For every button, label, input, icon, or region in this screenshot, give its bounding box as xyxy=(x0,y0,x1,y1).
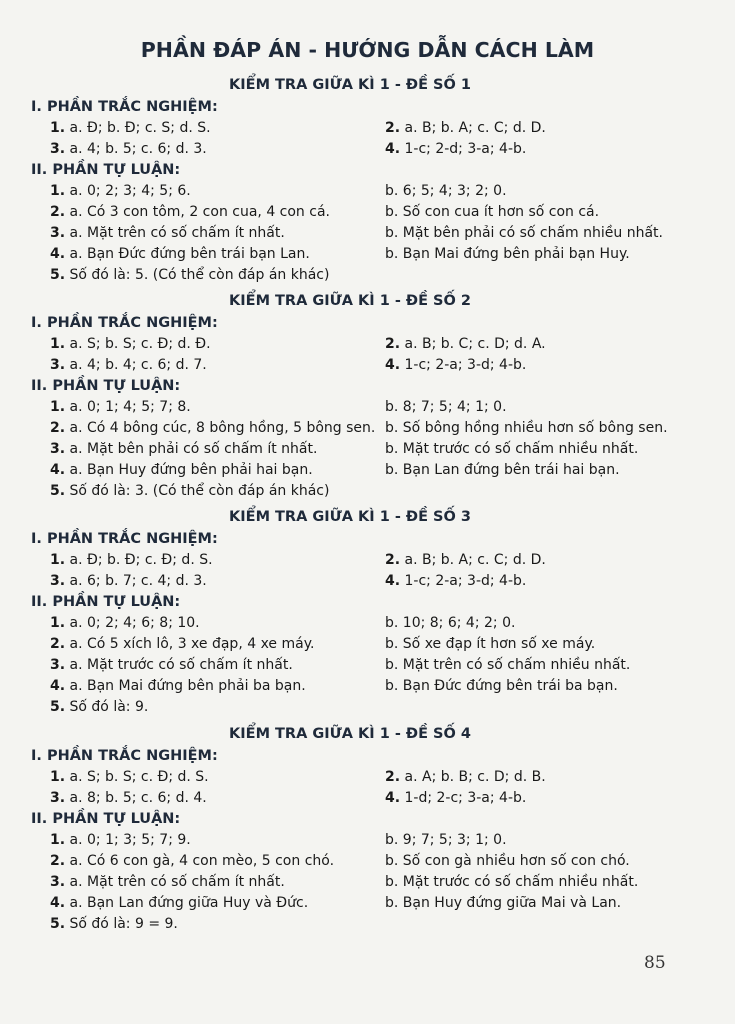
answer-line xyxy=(50,246,310,262)
answer-line xyxy=(50,204,330,220)
answer-number: 3. xyxy=(50,441,66,457)
answer-line xyxy=(50,441,317,457)
answer-number: 4. xyxy=(385,573,401,589)
answer-number: 3. xyxy=(50,357,66,373)
answer-text: a. A; b. B; c. D; d. B. xyxy=(404,769,546,785)
answer-text: a. 0; 1; 4; 5; 7; 8. xyxy=(69,399,191,415)
answer-line: b. Mặt bên phải có số chấm nhiều nhất. xyxy=(385,225,663,241)
answer-number: 3. xyxy=(50,790,66,806)
answer-text: a. 0; 2; 3; 4; 5; 6. xyxy=(69,183,191,199)
answer-text: a. Có 3 con tôm, 2 con cua, 4 con cá. xyxy=(69,204,330,220)
answer-line: b. Mặt trước có số chấm nhiều nhất. xyxy=(385,441,639,457)
answer-number: 5. xyxy=(50,699,66,715)
answer-line: b. Mặt trước có số chấm nhiều nhất. xyxy=(385,874,639,890)
answer-text: a. 0; 2; 4; 6; 8; 10. xyxy=(69,615,200,631)
section-title: KIỂM TRA GIỮA KÌ 1 - ĐỀ SỐ 1 xyxy=(229,77,471,93)
answer-number: 3. xyxy=(50,874,66,890)
answer-line xyxy=(50,832,191,848)
answer-text: a. Có 5 xích lô, 3 xe đạp, 4 xe máy. xyxy=(69,636,315,652)
answer-line: b. Bạn Mai đứng bên phải bạn Huy. xyxy=(385,246,630,262)
answer-number: 1. xyxy=(50,336,66,352)
answer-text: a. B; b. C; c. D; d. A. xyxy=(404,336,546,352)
part-title-essay: II. PHẦN TỰ LUẬN: xyxy=(31,378,181,394)
answer-number: 3. xyxy=(50,657,66,673)
answer-line xyxy=(50,916,178,932)
answer-number: 4. xyxy=(50,678,66,694)
answer-line: b. Bạn Lan đứng bên trái hai bạn. xyxy=(385,462,620,478)
part-title-essay: II. PHẦN TỰ LUẬN: xyxy=(31,811,181,827)
answer-line: b. Số con cua ít hơn số con cá. xyxy=(385,204,600,220)
answer-line xyxy=(50,678,306,694)
answer-line xyxy=(50,790,207,806)
answer-text: a. Mặt trước có số chấm ít nhất. xyxy=(69,657,293,673)
page-number: 85 xyxy=(644,953,666,973)
answer-line xyxy=(50,699,148,715)
answer-line xyxy=(385,769,546,785)
answer-number: 5. xyxy=(50,483,66,499)
answer-line xyxy=(50,874,285,890)
answer-text: Số đó là: 9. xyxy=(69,699,149,715)
section-title: KIỂM TRA GIỮA KÌ 1 - ĐỀ SỐ 3 xyxy=(229,509,471,525)
answer-number: 1. xyxy=(50,615,66,631)
answer-number: 2. xyxy=(50,204,66,220)
part-title-essay: II. PHẦN TỰ LUẬN: xyxy=(31,162,181,178)
answer-number: 1. xyxy=(50,552,66,568)
answer-text: a. Bạn Lan đứng giữa Huy và Đức. xyxy=(69,895,309,911)
answer-line xyxy=(50,895,308,911)
part-title-multiple-choice: I. PHẦN TRẮC NGHIỆM: xyxy=(31,748,218,764)
answer-text: a. Có 4 bông cúc, 8 bông hồng, 5 bông sen. xyxy=(69,420,376,436)
answer-text: a. Đ; b. Đ; c. Đ; d. S. xyxy=(69,552,213,568)
answer-text: a. 0; 1; 3; 5; 7; 9. xyxy=(69,832,191,848)
answer-number: 2. xyxy=(50,636,66,652)
answer-number: 4. xyxy=(385,790,401,806)
answer-text: a. B; b. A; c. C; d. D. xyxy=(404,120,546,136)
answer-line xyxy=(50,657,293,673)
answer-line xyxy=(50,267,329,283)
answer-number: 2. xyxy=(385,552,401,568)
answer-line xyxy=(50,552,213,568)
answer-text: a. Mặt trên có số chấm ít nhất. xyxy=(69,874,285,890)
part-title-multiple-choice: I. PHẦN TRẮC NGHIỆM: xyxy=(31,531,218,547)
answer-line xyxy=(50,615,200,631)
answer-line xyxy=(50,573,207,589)
answer-line: b. 10; 8; 6; 4; 2; 0. xyxy=(385,615,516,631)
answer-line: b. 9; 7; 5; 3; 1; 0. xyxy=(385,832,507,848)
answer-text: a. Bạn Mai đứng bên phải ba bạn. xyxy=(69,678,306,694)
answer-line: b. Số xe đạp ít hơn số xe máy. xyxy=(385,636,596,652)
answer-text: 1-c; 2-a; 3-d; 4-b. xyxy=(404,357,527,373)
answer-text: Số đó là: 3. (Có thể còn đáp án khác) xyxy=(69,483,330,499)
answer-line xyxy=(50,336,211,352)
answer-number: 4. xyxy=(50,462,66,478)
answer-line xyxy=(50,399,191,415)
answer-text: a. Bạn Huy đứng bên phải hai bạn. xyxy=(69,462,313,478)
answer-text: 1-c; 2-d; 3-a; 4-b. xyxy=(404,141,527,157)
answer-line xyxy=(50,420,375,436)
answer-number: 2. xyxy=(385,120,401,136)
answer-number: 2. xyxy=(385,769,401,785)
answer-line xyxy=(385,336,546,352)
answer-number: 5. xyxy=(50,916,66,932)
answer-line xyxy=(385,573,526,589)
answer-line: b. Số con gà nhiều hơn số con chó. xyxy=(385,853,630,869)
answer-text: Số đó là: 9 = 9. xyxy=(69,916,178,932)
answer-text: 1-c; 2-a; 3-d; 4-b. xyxy=(404,573,527,589)
answer-line: b. 6; 5; 4; 3; 2; 0. xyxy=(385,183,507,199)
answer-line xyxy=(50,483,329,499)
part-title-multiple-choice: I. PHẦN TRẮC NGHIỆM: xyxy=(31,99,218,115)
answer-text: a. 6; b. 7; c. 4; d. 3. xyxy=(69,573,207,589)
answer-text: a. Mặt trên có số chấm ít nhất. xyxy=(69,225,285,241)
answer-number: 4. xyxy=(385,141,401,157)
answer-number: 5. xyxy=(50,267,66,283)
answer-line xyxy=(385,790,526,806)
answer-line xyxy=(50,853,334,869)
answer-line xyxy=(50,141,207,157)
answer-number: 1. xyxy=(50,399,66,415)
section-title: KIỂM TRA GIỮA KÌ 1 - ĐỀ SỐ 4 xyxy=(229,726,471,742)
answer-text: a. B; b. A; c. C; d. D. xyxy=(404,552,546,568)
answer-text: a. 4; b. 4; c. 6; d. 7. xyxy=(69,357,207,373)
answer-text: a. Bạn Đức đứng bên trái bạn Lan. xyxy=(69,246,310,262)
answer-line xyxy=(50,636,314,652)
answer-number: 3. xyxy=(50,573,66,589)
part-title-multiple-choice: I. PHẦN TRẮC NGHIỆM: xyxy=(31,315,218,331)
answer-line xyxy=(50,120,211,136)
answer-text: a. 4; b. 5; c. 6; d. 3. xyxy=(69,141,207,157)
part-title-essay: II. PHẦN TỰ LUẬN: xyxy=(31,594,181,610)
answer-line: b. Bạn Huy đứng giữa Mai và Lan. xyxy=(385,895,622,911)
answer-number: 4. xyxy=(50,246,66,262)
section-title: KIỂM TRA GIỮA KÌ 1 - ĐỀ SỐ 2 xyxy=(229,293,471,309)
answer-line: b. 8; 7; 5; 4; 1; 0. xyxy=(385,399,507,415)
answer-text: a. Có 6 con gà, 4 con mèo, 5 con chó. xyxy=(69,853,335,869)
answer-text: a. 8; b. 5; c. 6; d. 4. xyxy=(69,790,207,806)
answer-line: b. Số bông hồng nhiều hơn số bông sen. xyxy=(385,420,668,436)
answer-line xyxy=(385,357,526,373)
answer-line xyxy=(50,462,313,478)
answer-line xyxy=(50,225,285,241)
answer-number: 2. xyxy=(385,336,401,352)
answer-number: 2. xyxy=(50,420,66,436)
answer-number: 4. xyxy=(50,895,66,911)
page-title: PHẦN ĐÁP ÁN - HƯỚNG DẪN CÁCH LÀM xyxy=(140,38,595,62)
answer-text: a. Đ; b. Đ; c. S; d. S. xyxy=(69,120,211,136)
answer-line: b. Mặt trên có số chấm nhiều nhất. xyxy=(385,657,631,673)
answer-line xyxy=(50,769,209,785)
answer-line xyxy=(385,141,526,157)
answer-text: Số đó là: 5. (Có thể còn đáp án khác) xyxy=(69,267,330,283)
answer-text: a. Mặt bên phải có số chấm ít nhất. xyxy=(69,441,318,457)
answer-line xyxy=(385,120,546,136)
answer-number: 1. xyxy=(50,183,66,199)
answer-line xyxy=(385,552,546,568)
answer-number: 1. xyxy=(50,832,66,848)
answer-number: 1. xyxy=(50,769,66,785)
answer-number: 3. xyxy=(50,225,66,241)
answer-text: a. S; b. S; c. Đ; d. Đ. xyxy=(69,336,211,352)
answer-line xyxy=(50,183,191,199)
answer-line: b. Bạn Đức đứng bên trái ba bạn. xyxy=(385,678,618,694)
answer-number: 4. xyxy=(385,357,401,373)
answer-number: 2. xyxy=(50,853,66,869)
answer-text: 1-d; 2-c; 3-a; 4-b. xyxy=(404,790,527,806)
answer-number: 1. xyxy=(50,120,66,136)
answer-text: a. S; b. S; c. Đ; d. S. xyxy=(69,769,209,785)
answer-line xyxy=(50,357,207,373)
answer-number: 3. xyxy=(50,141,66,157)
